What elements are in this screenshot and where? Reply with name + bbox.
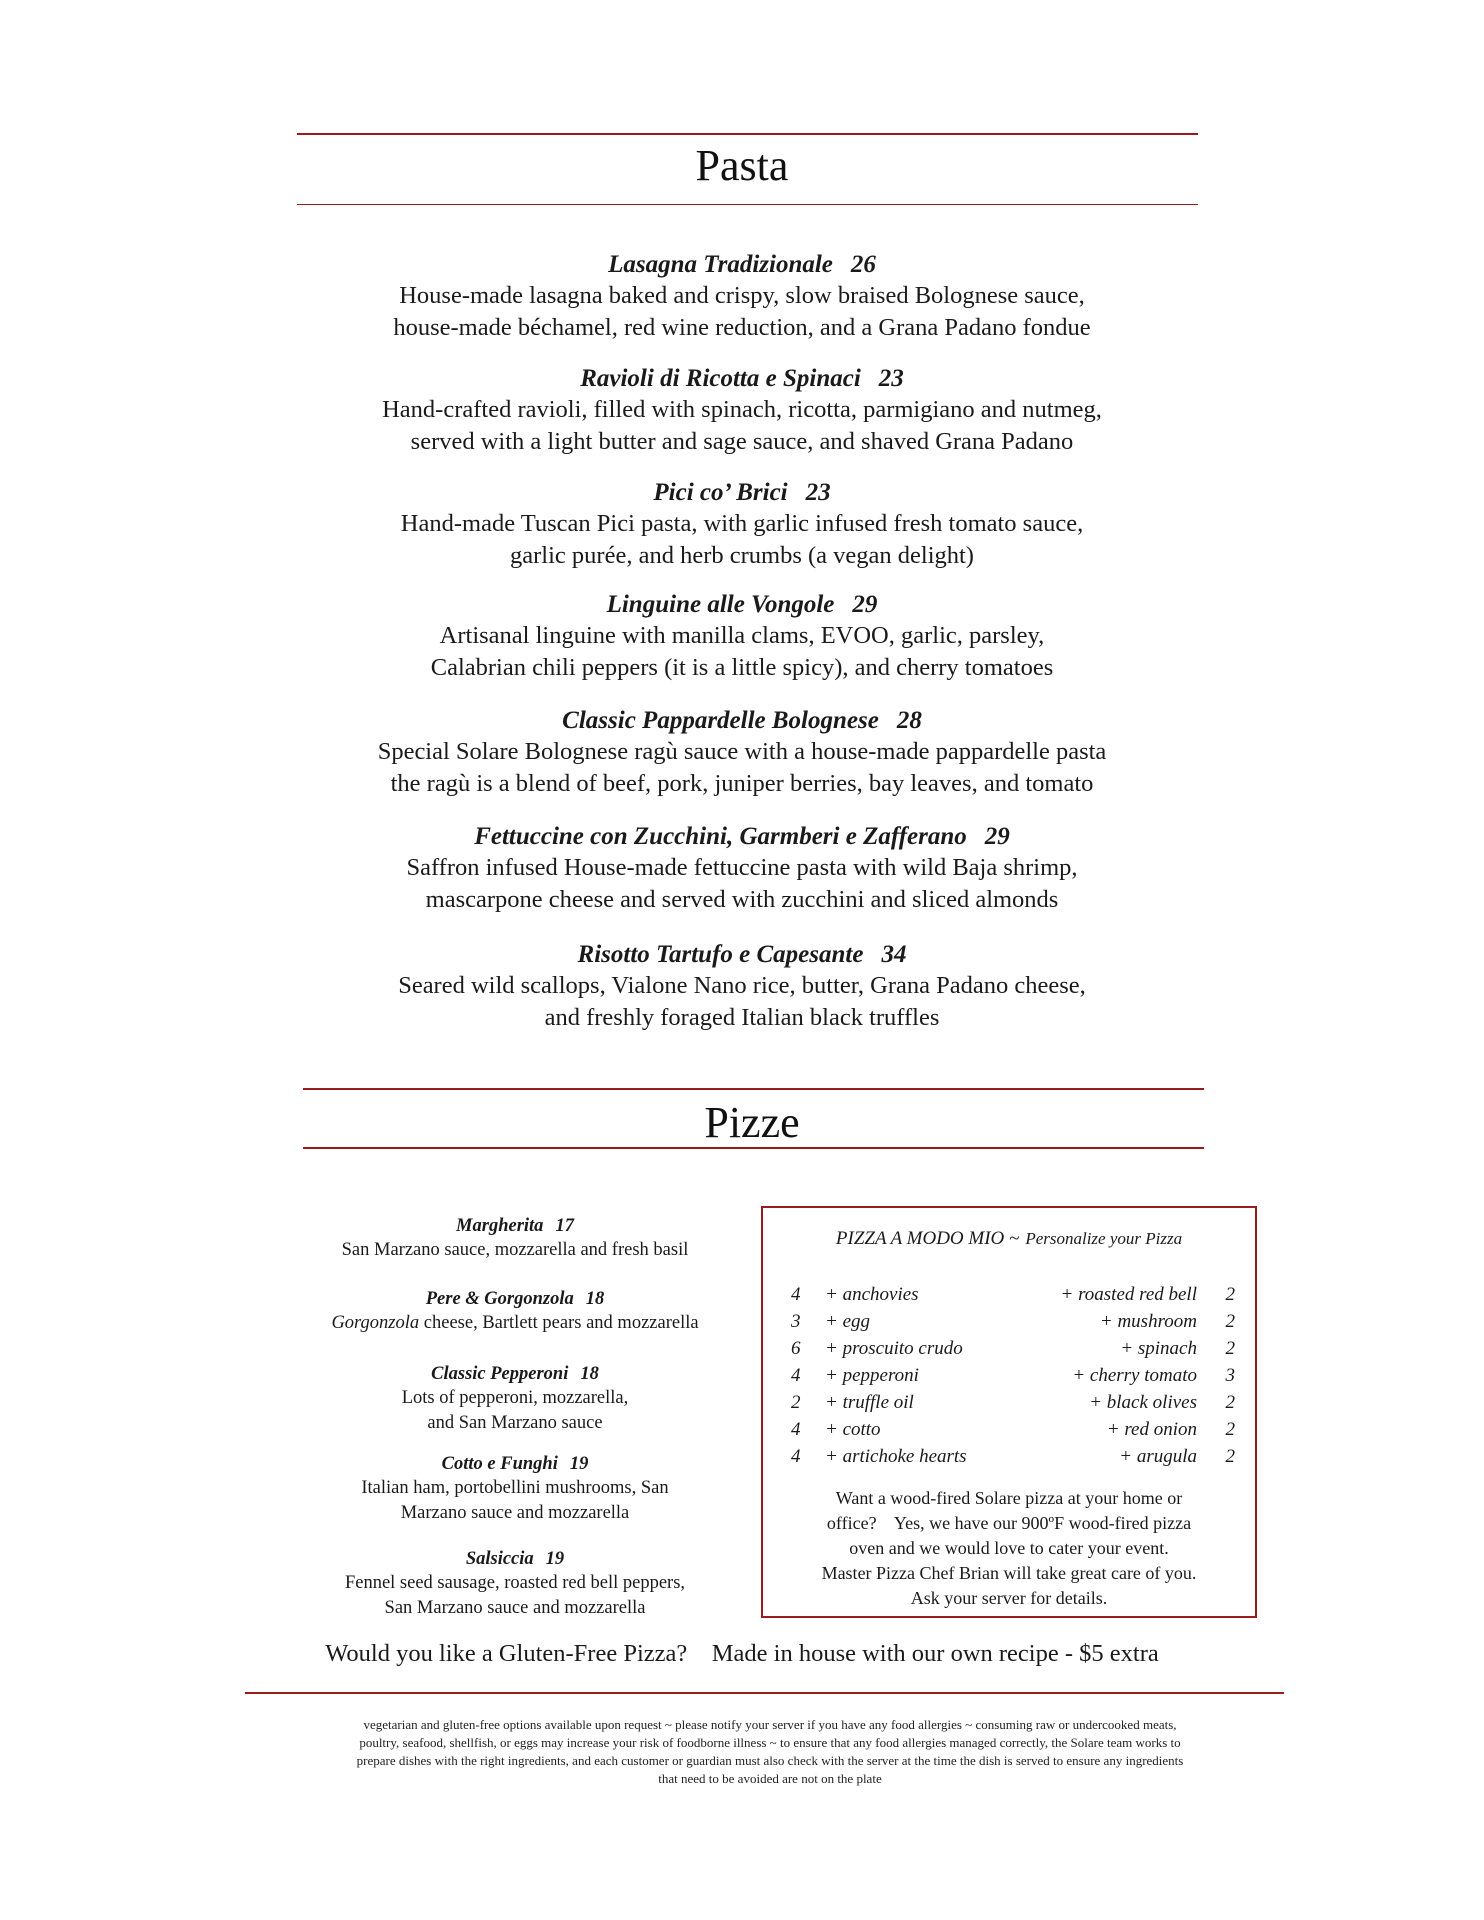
topping-name: + cotto [825, 1419, 881, 1440]
topping-price: 6 [791, 1338, 801, 1359]
disclaimer-line: that need to be avoided are not on the plate [658, 1771, 882, 1786]
topping-price: 4 [791, 1284, 801, 1305]
personalize-subtitle: Personalize your Pizza [1025, 1229, 1183, 1248]
pasta-item-desc: Special Solare Bolognese ragù sauce with a house-made pappardelle pasta [377, 738, 1107, 765]
pizza-item [295, 1287, 735, 1336]
pasta-item-desc: House-made lasagna baked and crispy, slow braised Bolognese sauce, [399, 282, 1085, 309]
pizza-item-price: 18 [585, 1289, 605, 1309]
pasta-item-name: Fettuccine con Zucchini, Garmberi e Zafferano [474, 823, 967, 850]
pizza-item-name: Salsiccia [465, 1549, 534, 1569]
catering-note [783, 1486, 1235, 1611]
pasta-item-desc: served with a light butter and sage sauce, and shaved Grana Padano [410, 428, 1074, 455]
pasta-item [0, 590, 1484, 706]
topping-name: + proscuito crudo [825, 1338, 963, 1359]
topping-name: + black olives [1089, 1392, 1197, 1413]
topping-price: 2 [791, 1392, 801, 1413]
catering-note-line: Master Pizza Chef Brian will take great care of you. [821, 1563, 1197, 1583]
pizza-item [295, 1214, 735, 1263]
personalize-pizza-box [761, 1206, 1257, 1618]
pasta-rule-bottom [297, 204, 1198, 205]
pizza-item-price: 17 [555, 1216, 574, 1236]
pasta-item-price: 23 [878, 365, 904, 392]
pasta-item [0, 940, 1484, 1034]
topping-price: 4 [791, 1446, 801, 1467]
catering-note-line: office? Yes, we have our 900ºF wood-fired pizza [826, 1513, 1192, 1533]
pizze-rule-top [303, 1088, 1204, 1090]
allergy-disclaimer [270, 1716, 1270, 1788]
topping-name: + roasted red bell [1060, 1284, 1197, 1305]
pasta-item [0, 822, 1484, 940]
topping-name: + red onion [1106, 1419, 1197, 1440]
topping-name: + anchovies [825, 1284, 919, 1305]
pasta-item-desc: Hand-made Tuscan Pici pasta, with garlic infused fresh tomato sauce, [400, 510, 1084, 537]
disclaimer-line: vegetarian and gluten-free options available upon request ~ please notify your server if you have any food allergies ~ consuming raw or undercooked meats, [363, 1717, 1177, 1732]
pizza-item-desc: Italian ham, portobellini mushrooms, San [361, 1478, 669, 1498]
pizza-item-desc: Marzano sauce and mozzarella [400, 1503, 630, 1523]
pasta-list [0, 250, 1484, 1034]
pasta-item [0, 250, 1484, 364]
pizza-item-desc: and San Marzano sauce [427, 1413, 603, 1433]
pizza-item-desc: Lots of pepperoni, mozzarella, [401, 1388, 629, 1408]
pizza-item-desc: San Marzano sauce, mozzarella and fresh basil [341, 1240, 689, 1260]
topping-price: 2 [1225, 1311, 1235, 1332]
pasta-item [0, 364, 1484, 478]
pasta-item-price: 29 [984, 823, 1010, 850]
pasta-item-desc: the ragù is a blend of beef, pork, juniper berries, bay leaves, and tomato [390, 770, 1094, 797]
pasta-item-price: 26 [850, 251, 876, 278]
pasta-item-price: 23 [805, 479, 831, 506]
pizze-title: Pizze [704, 1098, 800, 1147]
pizza-item-name: Classic Pepperoni [431, 1364, 569, 1384]
pasta-item-desc: Saffron infused House-made fettuccine pasta with wild Baja shrimp, [406, 854, 1078, 881]
topping-price: 3 [1225, 1365, 1235, 1386]
catering-note-line: oven and we would love to cater your event. [849, 1538, 1169, 1558]
topping-price: 2 [1225, 1284, 1235, 1305]
pizza-item-desc: cheese, Bartlett pears and mozzarella [419, 1313, 699, 1333]
pizza-item-desc: Fennel seed sausage, roasted red bell peppers, [344, 1573, 686, 1593]
pasta-item-name: Linguine alle Vongole [606, 591, 835, 618]
pasta-item-name: Classic Pappardelle Bolognese [562, 707, 879, 734]
pasta-title: Pasta [695, 141, 789, 190]
pasta-rule-top [297, 133, 1198, 135]
topping-name: + mushroom [1099, 1311, 1197, 1332]
pasta-item-desc: house-made béchamel, red wine reduction, and a Grana Padano fondue [393, 314, 1091, 341]
topping-name: + spinach [1120, 1338, 1197, 1359]
topping-name: + arugula [1119, 1446, 1197, 1467]
topping-price: 2 [1225, 1338, 1235, 1359]
topping-price: 2 [1225, 1419, 1235, 1440]
pasta-item-desc: Artisanal linguine with manilla clams, EVOO, garlic, parsley, [439, 622, 1045, 649]
topping-price: 2 [1225, 1446, 1235, 1467]
pizza-item-name: Pere & Gorgonzola [425, 1289, 574, 1309]
pizza-item-desc: San Marzano sauce and mozzarella [384, 1598, 646, 1618]
pasta-item-desc: Seared wild scallops, Vialone Nano rice, butter, Grana Padano cheese, [398, 972, 1086, 999]
topping-price: 3 [791, 1311, 801, 1332]
pasta-item-price: 34 [881, 941, 907, 968]
topping-name: + cherry tomato [1072, 1365, 1197, 1386]
topping-name: + artichoke hearts [825, 1446, 967, 1467]
pasta-item-name: Lasagna Tradizionale [608, 251, 833, 278]
pasta-item [0, 706, 1484, 822]
pasta-item-price: 28 [896, 707, 922, 734]
pasta-item-desc: garlic purée, and herb crumbs (a vegan delight) [510, 542, 974, 569]
topping-price: 4 [791, 1365, 801, 1386]
pizza-item [295, 1452, 735, 1526]
pizza-item [295, 1547, 735, 1621]
pasta-item-name: Risotto Tartufo e Capesante [577, 941, 864, 968]
pasta-item-desc: mascarpone cheese and served with zucchini and sliced almonds [425, 886, 1059, 913]
topping-price: 2 [1225, 1392, 1235, 1413]
pizza-item-price: 18 [580, 1364, 599, 1384]
pasta-item-desc: Calabrian chili peppers (it is a little spicy), and cherry tomatoes [430, 654, 1054, 681]
topping-name: + egg [825, 1311, 871, 1332]
pizza-item-desc-italic: Gorgonzola [331, 1313, 420, 1333]
pasta-item-name: Ravioli di Ricotta e Spinaci [580, 365, 861, 392]
topping-name: + truffle oil [825, 1392, 914, 1413]
gluten-free-note: Would you like a Gluten-Free Pizza? Made in house with our own recipe - $5 extra [325, 1640, 1159, 1667]
pasta-item-desc: and freshly foraged Italian black truffles [544, 1004, 940, 1031]
topping-price: 4 [791, 1419, 801, 1440]
pasta-item [0, 478, 1484, 590]
disclaimer-line: poultry, seafood, shellfish, or eggs may increase your risk of foodborne illness ~ to ensure that any food allergies managed correctly, the Solare team works to [359, 1735, 1181, 1750]
catering-note-line: Ask your server for details. [910, 1588, 1108, 1608]
pizza-item-name: Cotto e Funghi [441, 1454, 558, 1474]
pasta-item-name: Pici co’ Brici [653, 479, 788, 506]
catering-note-line: Want a wood-fired Solare pizza at your home or [835, 1488, 1183, 1508]
pizza-item-price: 19 [545, 1549, 565, 1569]
pizza-item-price: 19 [569, 1454, 589, 1474]
pasta-item-price: 29 [852, 591, 878, 618]
pasta-item-desc: Hand-crafted ravioli, filled with spinach, ricotta, parmigiano and nutmeg, [382, 396, 1102, 423]
topping-name: + pepperoni [825, 1365, 919, 1386]
pizza-item-name: Margherita [456, 1216, 544, 1236]
pizza-item [295, 1362, 735, 1436]
disclaimer-line: prepare dishes with the right ingredients, and each customer or guardian must also check with the server at the time the dish is served to ensure any ingredients [356, 1753, 1184, 1768]
footer-rule [245, 1692, 1284, 1694]
pizze-rule-bottom [303, 1147, 1204, 1149]
personalize-title: PIZZA A MODO MIO ~ [835, 1228, 1020, 1249]
